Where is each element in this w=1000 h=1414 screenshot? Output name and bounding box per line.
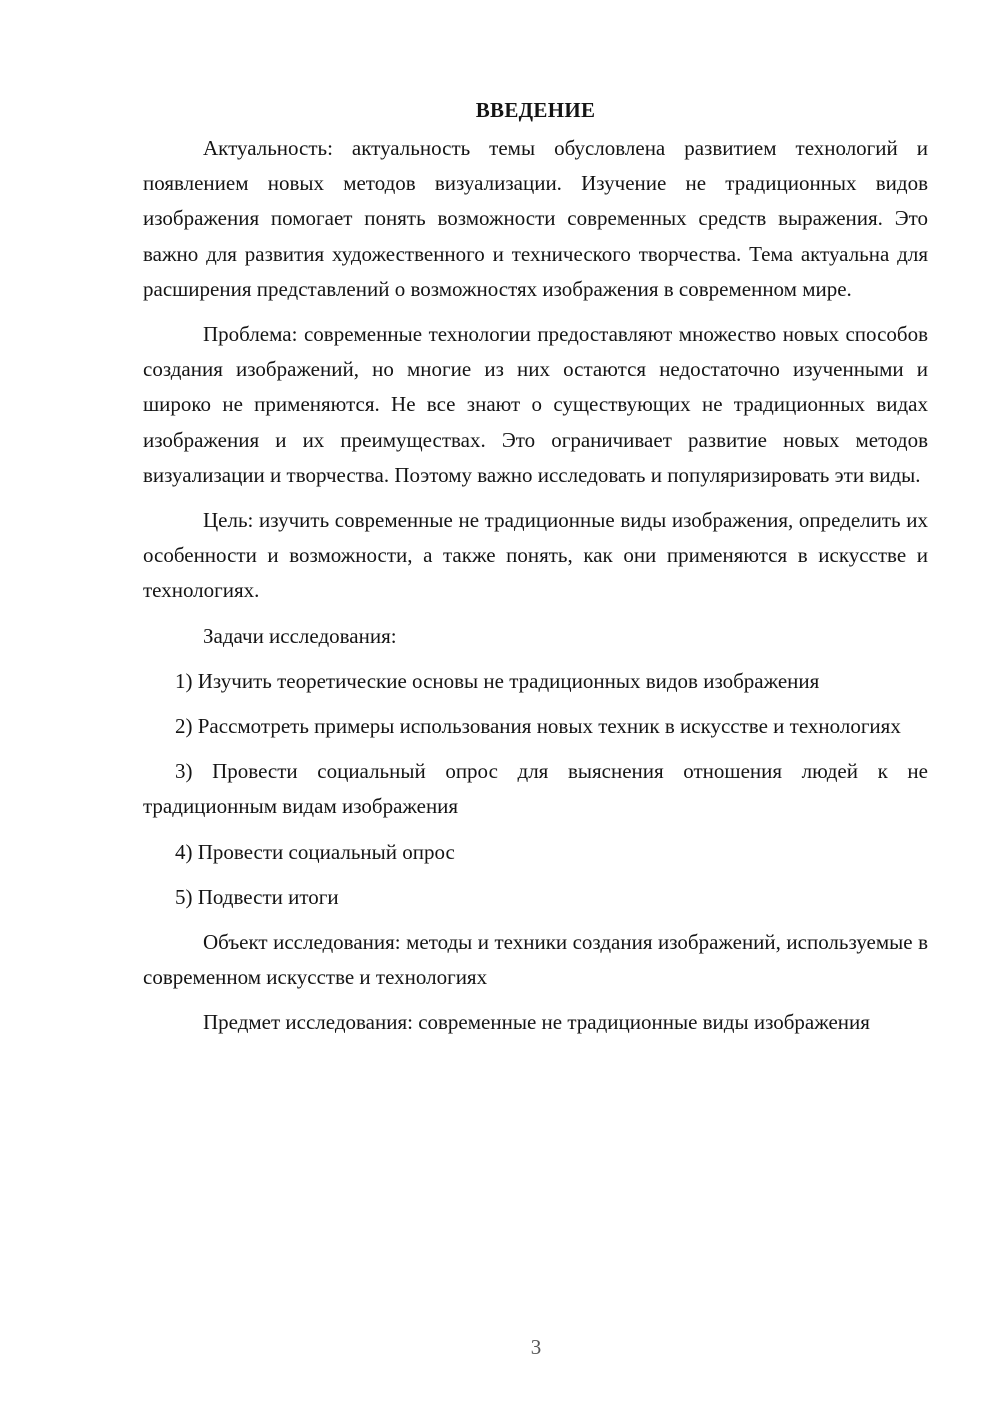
section-title: ВВЕДЕНИЕ	[475, 98, 596, 122]
document-page	[143, 93, 928, 1051]
research-subject-paragraph: Предмет исследования: современные не традиционные виды изображения	[203, 1010, 870, 1035]
page-number: 3	[530, 1335, 542, 1359]
tasks-heading: Задачи исследования:	[203, 623, 397, 648]
task-item-3: 3) Провести социальный опрос для выяснения отношения людей к не традиционным видам изображения	[143, 759, 928, 819]
task-item-5: 5) Подвести итоги	[175, 884, 339, 909]
task-item-1: 1) Изучить теоретические основы не традиционных видов изображения	[175, 668, 820, 693]
task-item-2: 2) Рассмотреть примеры использования новых техник в искусстве и технологиях	[175, 714, 901, 739]
problem-paragraph: Проблема: современные технологии предоставляют множество новых способов создания изображений, но многие из них остаются недостаточно изученными и широко не применяются. Не все знают о существующих не традиционных видах изображения и их преимуществах. Это ограничивает развитие новых методов визуализации и творчества. Поэтому важно исследовать и популяризировать эти виды.	[143, 322, 928, 487]
research-object-paragraph: Объект исследования: методы и техники создания изображений, используемые в современном искусстве и технологиях	[143, 930, 928, 990]
task-item-4: 4) Провести социальный опрос	[175, 839, 455, 864]
goal-paragraph: Цель: изучить современные не традиционные виды изображения, определить их особенности и возможности, а также понять, как они применяются в искусстве и технологиях.	[143, 508, 928, 603]
relevance-paragraph: Актуальность: актуальность темы обусловлена развитием технологий и появлением новых методов визуализации. Изучение не традиционных видов изображения помогает понять возможности современных средств выражения. Это важно для развития художественного и технического творчества. Тема актуальна для расширения представлений о возможностях изображения в современном мире.	[143, 136, 928, 301]
